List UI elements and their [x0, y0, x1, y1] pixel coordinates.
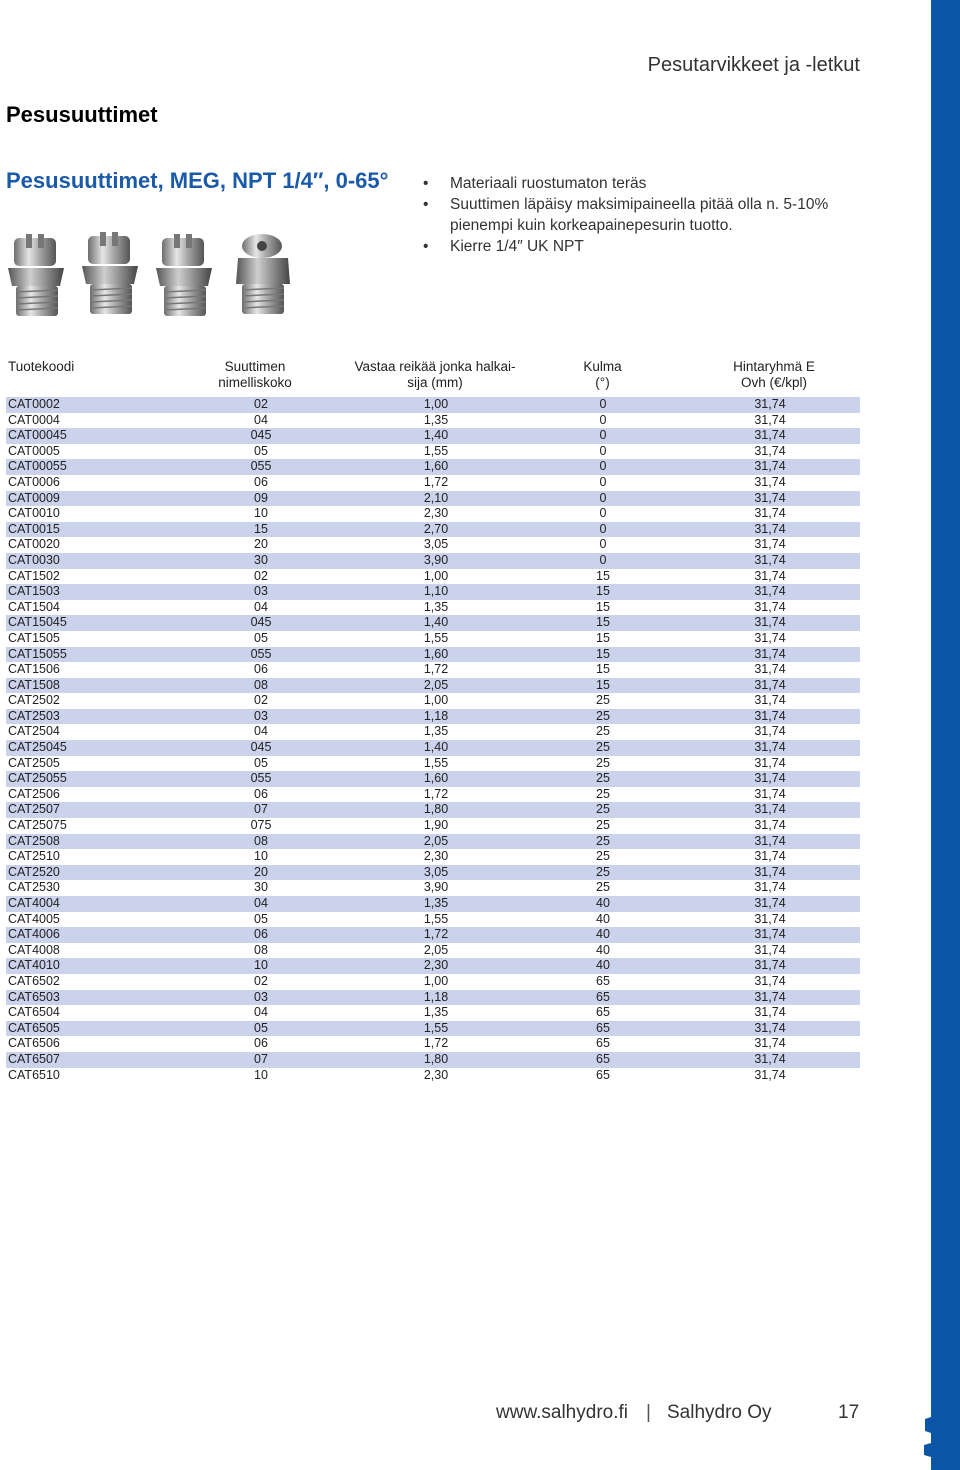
cell-nozzle-size: 30	[254, 552, 268, 567]
cell-product-code: CAT4004	[8, 896, 60, 910]
nozzle-1	[8, 234, 64, 316]
cell-product-code: CAT15045	[8, 615, 67, 630]
cell-price: 31,74	[754, 802, 786, 817]
cell-nozzle-size: 02	[254, 693, 268, 708]
table-row	[6, 849, 860, 865]
table-row	[6, 896, 860, 912]
cell-hole-diameter: 2,05	[423, 942, 449, 957]
table-row	[6, 1052, 860, 1068]
cell-angle: 15	[596, 568, 610, 583]
table-row	[6, 475, 860, 491]
cell-angle: 0	[599, 412, 607, 427]
table-row	[6, 1005, 860, 1021]
cell-nozzle-size: 02	[254, 973, 268, 988]
cell-product-code: CAT0004	[8, 412, 60, 427]
cell-hole-diameter: 1,80	[423, 802, 449, 817]
cell-hole-diameter: 3,90	[423, 880, 449, 895]
table-row	[6, 506, 860, 522]
cell-price: 31,74	[754, 662, 786, 677]
table-row	[6, 647, 860, 663]
cell-hole-diameter: 1,72	[423, 662, 449, 677]
cell-product-code: CAT4008	[8, 942, 60, 957]
table-row	[6, 1036, 860, 1052]
cell-price: 31,74	[754, 973, 786, 988]
cell-hole-diameter: 1,00	[423, 973, 449, 988]
cell-nozzle-size: 06	[254, 1036, 268, 1051]
cell-product-code: CAT2530	[8, 880, 60, 895]
nozzle-product-image	[0, 222, 310, 322]
table-row	[6, 756, 860, 772]
cell-angle: 15	[596, 599, 610, 614]
cell-price: 31,74	[754, 942, 786, 957]
cell-product-code: CAT2520	[8, 864, 60, 879]
cell-angle: 0	[599, 552, 607, 567]
cell-angle: 25	[596, 693, 610, 708]
cell-hole-diameter: 1,35	[423, 896, 449, 910]
cell-product-code: CAT25055	[8, 771, 67, 786]
cell-product-code: CAT1503	[8, 584, 60, 599]
cell-hole-diameter: 1,35	[423, 724, 449, 739]
table-row	[6, 943, 860, 959]
cell-product-code: CAT6505	[8, 1020, 60, 1035]
cell-price: 31,74	[754, 958, 786, 973]
cell-angle: 25	[596, 724, 610, 739]
cell-product-code: CAT4010	[8, 958, 60, 973]
cell-nozzle-size: 10	[254, 1067, 268, 1082]
table-row	[6, 740, 860, 756]
header-size: Suuttimen nimelliskoko	[218, 359, 292, 390]
cell-hole-diameter: 1,90	[423, 818, 449, 833]
cell-angle: 25	[596, 880, 610, 895]
footer-separator: |	[646, 1402, 651, 1423]
cell-price: 31,74	[754, 880, 786, 895]
cell-price: 31,74	[754, 599, 786, 614]
cell-price: 31,74	[754, 506, 786, 521]
cell-price: 31,74	[754, 911, 786, 926]
cell-product-code: CAT6503	[8, 989, 60, 1004]
table-row	[6, 787, 860, 803]
cell-hole-diameter: 2,70	[423, 521, 449, 536]
cell-nozzle-size: 06	[254, 474, 268, 489]
cell-product-code: CAT0030	[8, 552, 60, 567]
cell-product-code: CAT2510	[8, 849, 60, 864]
cell-nozzle-size: 045	[250, 428, 272, 443]
cell-price: 31,74	[754, 412, 786, 427]
cell-hole-diameter: 1,40	[423, 615, 449, 630]
cell-angle: 25	[596, 864, 610, 879]
cell-angle: 65	[596, 989, 610, 1004]
cell-product-code: CAT25045	[8, 740, 67, 755]
cell-price: 31,74	[754, 474, 786, 489]
cell-price: 31,74	[754, 896, 786, 910]
table-row	[6, 958, 860, 974]
cell-nozzle-size: 05	[254, 911, 268, 926]
product-title: Pesusuuttimet, MEG, NPT 1/4″, 0-65°	[6, 168, 389, 193]
table-row	[6, 802, 860, 818]
cell-product-code: CAT25075	[8, 818, 67, 833]
cell-price: 31,74	[754, 521, 786, 536]
cell-product-code: CAT2507	[8, 802, 60, 817]
cell-angle: 15	[596, 677, 610, 692]
sidebar-notch-decoration	[922, 1405, 940, 1470]
cell-angle: 25	[596, 786, 610, 801]
cell-nozzle-size: 10	[254, 958, 268, 973]
cell-price: 31,74	[754, 771, 786, 786]
table-row	[6, 553, 860, 569]
cell-hole-diameter: 1,35	[423, 412, 449, 427]
cell-nozzle-size: 10	[254, 849, 268, 864]
cell-angle: 25	[596, 818, 610, 833]
page-footer	[0, 1402, 870, 1428]
table-row	[6, 724, 860, 740]
cell-angle: 40	[596, 942, 610, 957]
cell-hole-diameter: 3,05	[423, 537, 449, 552]
cell-hole-diameter: 1,55	[423, 630, 449, 645]
cell-product-code: CAT1508	[8, 677, 60, 692]
table-row	[6, 491, 860, 507]
cell-product-code: CAT2503	[8, 708, 60, 723]
table-row	[6, 569, 860, 585]
cell-product-code: CAT6506	[8, 1036, 60, 1051]
table-row	[6, 397, 860, 413]
cell-hole-diameter: 1,00	[423, 693, 449, 708]
table-row	[6, 880, 860, 896]
cell-hole-diameter: 3,90	[423, 552, 449, 567]
cell-angle: 25	[596, 802, 610, 817]
table-row	[6, 428, 860, 444]
cell-hole-diameter: 2,30	[423, 506, 449, 521]
cell-product-code: CAT6502	[8, 973, 60, 988]
cell-hole-diameter: 1,55	[423, 911, 449, 926]
table-row	[6, 990, 860, 1006]
cell-product-code: CAT0015	[8, 521, 60, 536]
cell-price: 31,74	[754, 443, 786, 458]
cell-angle: 40	[596, 911, 610, 926]
cell-angle: 15	[596, 662, 610, 677]
cell-hole-diameter: 2,05	[423, 677, 449, 692]
cell-hole-diameter: 2,30	[423, 958, 449, 973]
cell-hole-diameter: 3,05	[423, 864, 449, 879]
footer-company: Salhydro Oy	[667, 1402, 772, 1423]
cell-hole-diameter: 2,30	[423, 849, 449, 864]
cell-price: 31,74	[754, 615, 786, 630]
cell-price: 31,74	[754, 755, 786, 770]
cell-price: 31,74	[754, 552, 786, 567]
cell-price: 31,74	[754, 786, 786, 801]
cell-nozzle-size: 03	[254, 584, 268, 599]
cell-hole-diameter: 1,72	[423, 786, 449, 801]
cell-product-code: CAT15055	[8, 646, 67, 661]
cell-hole-diameter: 1,60	[423, 646, 449, 661]
brand-sidebar-strip	[931, 0, 960, 1470]
price-table-body	[6, 397, 860, 1083]
cell-nozzle-size: 02	[254, 568, 268, 583]
cell-price: 31,74	[754, 490, 786, 505]
cell-angle: 15	[596, 630, 610, 645]
cell-hole-diameter: 2,10	[423, 490, 449, 505]
cell-angle: 65	[596, 1051, 610, 1066]
cell-angle: 0	[599, 397, 607, 411]
cell-product-code: CAT0020	[8, 537, 60, 552]
cell-product-code: CAT6504	[8, 1005, 60, 1020]
cell-angle: 65	[596, 1020, 610, 1035]
cell-product-code: CAT2506	[8, 786, 60, 801]
table-row	[6, 818, 860, 834]
table-row	[6, 834, 860, 850]
cell-price: 31,74	[754, 1051, 786, 1066]
cell-hole-diameter: 1,10	[423, 584, 449, 599]
feature-item: • Materiaali ruostumaton teräs	[423, 175, 647, 192]
cell-angle: 0	[599, 459, 607, 474]
cell-price: 31,74	[754, 1067, 786, 1082]
cell-nozzle-size: 045	[250, 740, 272, 755]
cell-nozzle-size: 045	[250, 615, 272, 630]
cell-nozzle-size: 30	[254, 880, 268, 895]
table-row	[6, 709, 860, 725]
cell-angle: 65	[596, 1067, 610, 1082]
cell-product-code: CAT1504	[8, 599, 60, 614]
cell-nozzle-size: 02	[254, 397, 268, 411]
cell-price: 31,74	[754, 1020, 786, 1035]
table-row	[6, 771, 860, 787]
cell-hole-diameter: 1,18	[423, 708, 449, 723]
nozzle-2	[82, 232, 138, 314]
cell-nozzle-size: 03	[254, 708, 268, 723]
cell-nozzle-size: 04	[254, 412, 268, 427]
cell-product-code: CAT6510	[8, 1067, 60, 1082]
cell-product-code: CAT0010	[8, 506, 60, 521]
cell-nozzle-size: 06	[254, 662, 268, 677]
page-number: 17	[838, 1402, 860, 1423]
cell-hole-diameter: 1,35	[423, 1005, 449, 1020]
cell-nozzle-size: 15	[254, 521, 268, 536]
cell-price: 31,74	[754, 428, 786, 443]
cell-price: 31,74	[754, 630, 786, 645]
cell-hole-diameter: 1,80	[423, 1051, 449, 1066]
cell-angle: 25	[596, 833, 610, 848]
cell-product-code: CAT0006	[8, 474, 60, 489]
table-row	[6, 584, 860, 600]
cell-angle: 25	[596, 849, 610, 864]
cell-hole-diameter: 1,55	[423, 755, 449, 770]
cell-hole-diameter: 1,72	[423, 927, 449, 942]
table-row	[6, 522, 860, 538]
cell-price: 31,74	[754, 568, 786, 583]
cell-nozzle-size: 03	[254, 989, 268, 1004]
cell-product-code: CAT1502	[8, 568, 60, 583]
cell-hole-diameter: 1,35	[423, 599, 449, 614]
cell-product-code: CAT2505	[8, 755, 60, 770]
cell-price: 31,74	[754, 927, 786, 942]
cell-hole-diameter: 1,55	[423, 443, 449, 458]
cell-nozzle-size: 07	[254, 802, 268, 817]
cell-nozzle-size: 05	[254, 630, 268, 645]
table-row	[6, 1068, 860, 1084]
cell-hole-diameter: 1,72	[423, 474, 449, 489]
feature-list	[423, 173, 863, 257]
cell-angle: 65	[596, 1005, 610, 1020]
cell-price: 31,74	[754, 724, 786, 739]
cell-nozzle-size: 20	[254, 864, 268, 879]
cell-hole-diameter: 1,60	[423, 771, 449, 786]
cell-product-code: CAT0002	[8, 397, 60, 411]
bullet-icon: •	[423, 175, 429, 192]
table-row	[6, 974, 860, 990]
table-row	[6, 413, 860, 429]
cell-product-code: CAT1506	[8, 662, 60, 677]
cell-price: 31,74	[754, 740, 786, 755]
cell-nozzle-size: 08	[254, 942, 268, 957]
cell-nozzle-size: 06	[254, 786, 268, 801]
cell-price: 31,74	[754, 708, 786, 723]
cell-price: 31,74	[754, 849, 786, 864]
cell-angle: 0	[599, 537, 607, 552]
feature-item: • Suuttimen läpäisy maksimipaineella pitää olla n. 5-10% pienempi kuin korkeapainepesurin tuotto.	[423, 196, 829, 234]
feature-item: • Kierre 1/4″ UK NPT	[423, 238, 584, 255]
cell-price: 31,74	[754, 1036, 786, 1051]
header-hole: Vastaa reikää jonka halkai- sija (mm)	[354, 359, 516, 390]
cell-hole-diameter: 1,60	[423, 459, 449, 474]
cell-price: 31,74	[754, 646, 786, 661]
cell-angle: 65	[596, 1036, 610, 1051]
cell-angle: 0	[599, 506, 607, 521]
cell-angle: 15	[596, 584, 610, 599]
cell-hole-diameter: 1,40	[423, 428, 449, 443]
header-price: Hintaryhmä E Ovh (€/kpl)	[733, 359, 815, 390]
cell-nozzle-size: 075	[250, 818, 272, 833]
cell-angle: 25	[596, 755, 610, 770]
cell-angle: 65	[596, 973, 610, 988]
cell-nozzle-size: 08	[254, 677, 268, 692]
cell-angle: 25	[596, 708, 610, 723]
cell-nozzle-size: 05	[254, 755, 268, 770]
cell-hole-diameter: 2,05	[423, 833, 449, 848]
cell-price: 31,74	[754, 833, 786, 848]
cell-price: 31,74	[754, 818, 786, 833]
cell-hole-diameter: 2,30	[423, 1067, 449, 1082]
cell-price: 31,74	[754, 864, 786, 879]
cell-product-code: CAT4005	[8, 911, 60, 926]
cell-hole-diameter: 1,40	[423, 740, 449, 755]
cell-nozzle-size: 07	[254, 1051, 268, 1066]
cell-product-code: CAT00055	[8, 459, 67, 474]
nozzle-3	[156, 234, 212, 316]
bullet-icon: •	[423, 196, 429, 213]
table-row	[6, 927, 860, 943]
cell-hole-diameter: 1,00	[423, 397, 449, 411]
cell-hole-diameter: 1,72	[423, 1036, 449, 1051]
cell-angle: 25	[596, 740, 610, 755]
cell-nozzle-size: 04	[254, 724, 268, 739]
cell-price: 31,74	[754, 1005, 786, 1020]
cell-product-code: CAT0009	[8, 490, 60, 505]
cell-nozzle-size: 10	[254, 506, 268, 521]
table-row	[6, 1021, 860, 1037]
cell-nozzle-size: 04	[254, 599, 268, 614]
nozzle-4	[236, 234, 290, 314]
table-row	[6, 678, 860, 694]
cell-nozzle-size: 08	[254, 833, 268, 848]
cell-angle: 15	[596, 615, 610, 630]
table-row	[6, 459, 860, 475]
cell-nozzle-size: 20	[254, 537, 268, 552]
cell-angle: 0	[599, 521, 607, 536]
table-row	[6, 600, 860, 616]
header-category: Pesutarvikkeet ja -letkut	[647, 54, 860, 76]
cell-angle: 25	[596, 771, 610, 786]
cell-price: 31,74	[754, 397, 786, 411]
cell-angle: 40	[596, 958, 610, 973]
cell-price: 31,74	[754, 677, 786, 692]
cell-nozzle-size: 055	[250, 646, 272, 661]
cell-price: 31,74	[754, 693, 786, 708]
cell-nozzle-size: 055	[250, 771, 272, 786]
cell-nozzle-size: 09	[254, 490, 268, 505]
cell-nozzle-size: 05	[254, 1020, 268, 1035]
cell-product-code: CAT1505	[8, 630, 60, 645]
cell-angle: 40	[596, 896, 610, 910]
cell-product-code: CAT2504	[8, 724, 60, 739]
cell-hole-diameter: 1,55	[423, 1020, 449, 1035]
cell-product-code: CAT2502	[8, 693, 60, 708]
table-row	[6, 865, 860, 881]
cell-nozzle-size: 04	[254, 1005, 268, 1020]
cell-angle: 40	[596, 927, 610, 942]
cell-hole-diameter: 1,18	[423, 989, 449, 1004]
cell-price: 31,74	[754, 459, 786, 474]
bullet-icon: •	[423, 238, 429, 255]
table-row	[6, 693, 860, 709]
footer-website-link[interactable]: www.salhydro.fi	[496, 1402, 628, 1423]
cell-angle: 0	[599, 443, 607, 458]
cell-product-code: CAT4006	[8, 927, 60, 942]
cell-nozzle-size: 055	[250, 459, 272, 474]
cell-angle: 0	[599, 428, 607, 443]
cell-product-code: CAT0005	[8, 443, 60, 458]
cell-price: 31,74	[754, 989, 786, 1004]
table-row	[6, 444, 860, 460]
cell-product-code: CAT2508	[8, 833, 60, 848]
cell-price: 31,74	[754, 537, 786, 552]
cell-product-code: CAT00045	[8, 428, 67, 443]
cell-product-code: CAT6507	[8, 1051, 60, 1066]
table-row	[6, 615, 860, 631]
cell-price: 31,74	[754, 584, 786, 599]
header-angle: Kulma (°)	[583, 359, 622, 390]
cell-angle: 0	[599, 490, 607, 505]
cell-hole-diameter: 1,00	[423, 568, 449, 583]
table-row	[6, 631, 860, 647]
table-row	[6, 662, 860, 678]
cell-nozzle-size: 06	[254, 927, 268, 942]
cell-angle: 15	[596, 646, 610, 661]
cell-nozzle-size: 04	[254, 896, 268, 910]
page-heading: Pesusuuttimet	[6, 102, 158, 127]
header-code: Tuotekoodi	[8, 359, 75, 374]
cell-nozzle-size: 05	[254, 443, 268, 458]
cell-angle: 0	[599, 474, 607, 489]
table-row	[6, 912, 860, 928]
table-row	[6, 537, 860, 553]
